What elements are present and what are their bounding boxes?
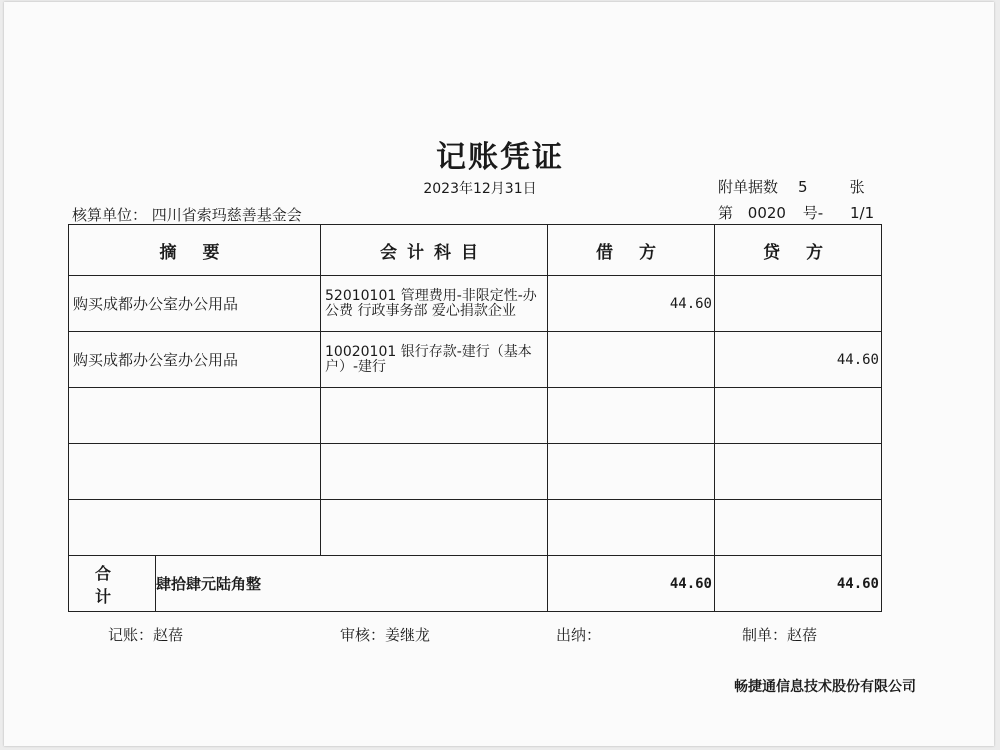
table-row [69,332,882,388]
row-debit [548,332,715,388]
row-summary: 购买成都办公室办公用品 [69,332,321,388]
software-company: 畅捷通信息技术股份有限公司 [734,679,916,695]
row-credit: 44.60 [715,332,882,388]
row-summary: 购买成都办公室办公用品 [69,276,321,332]
total-label: 合 计 [69,556,156,612]
bookkeeper-signature: 记账：赵蓓 [108,626,184,644]
voucher-page: 1/1 [849,204,875,222]
attachments-count: 5 [798,178,808,196]
table-header-row [69,225,882,276]
row-debit [548,500,715,556]
table-row [69,500,882,556]
row-debit: 44.60 [548,276,715,332]
header-account: 会计科目 [321,225,548,276]
total-debit: 44.60 [548,556,715,612]
row-debit [548,388,715,444]
row-summary [69,444,321,500]
row-credit [715,444,882,500]
row-credit [715,500,882,556]
row-account [321,444,548,500]
voucher-number: 0020 [747,204,786,222]
voucher-title: 记账凭证 [436,140,564,175]
total-row [69,556,882,612]
row-account: 52010101 管理费用-非限定性-办公费 行政事务部 爱心捐款企业 [321,276,548,332]
attachments-unit: 张 [849,178,865,196]
cashier-signature: 出纳： [556,626,602,644]
table-row [69,276,882,332]
attachments-label: 附单据数 [718,178,779,196]
row-debit [548,444,715,500]
header-debit: 借 方 [548,225,715,276]
header-summary: 摘 要 [69,225,321,276]
row-account [321,388,548,444]
header-credit: 贷 方 [715,225,882,276]
row-account [321,500,548,556]
voucher-table [68,224,882,612]
row-credit [715,276,882,332]
accounting-unit-label: 核算单位： [72,206,148,224]
reviewer-signature: 审核：姜继龙 [340,626,431,644]
accounting-unit [72,204,302,225]
voucher-number-info [718,202,874,223]
total-credit: 44.60 [715,556,882,612]
table-row [69,388,882,444]
table-row [69,444,882,500]
voucher-date: 2023年12月31日 [423,181,537,197]
voucher-suffix: 号- [802,204,824,222]
total-amount-words: 肆拾肆元陆角整 [156,556,548,612]
voucher-prefix: 第 [718,204,734,222]
row-summary [69,500,321,556]
attachments-info [718,176,865,197]
row-summary [69,388,321,444]
accounting-unit-name: 四川省索玛慈善基金会 [151,206,302,224]
row-credit [715,388,882,444]
row-account: 10020101 银行存款-建行（基本户）-建行 [321,332,548,388]
preparer-signature: 制单：赵蓓 [742,626,818,644]
